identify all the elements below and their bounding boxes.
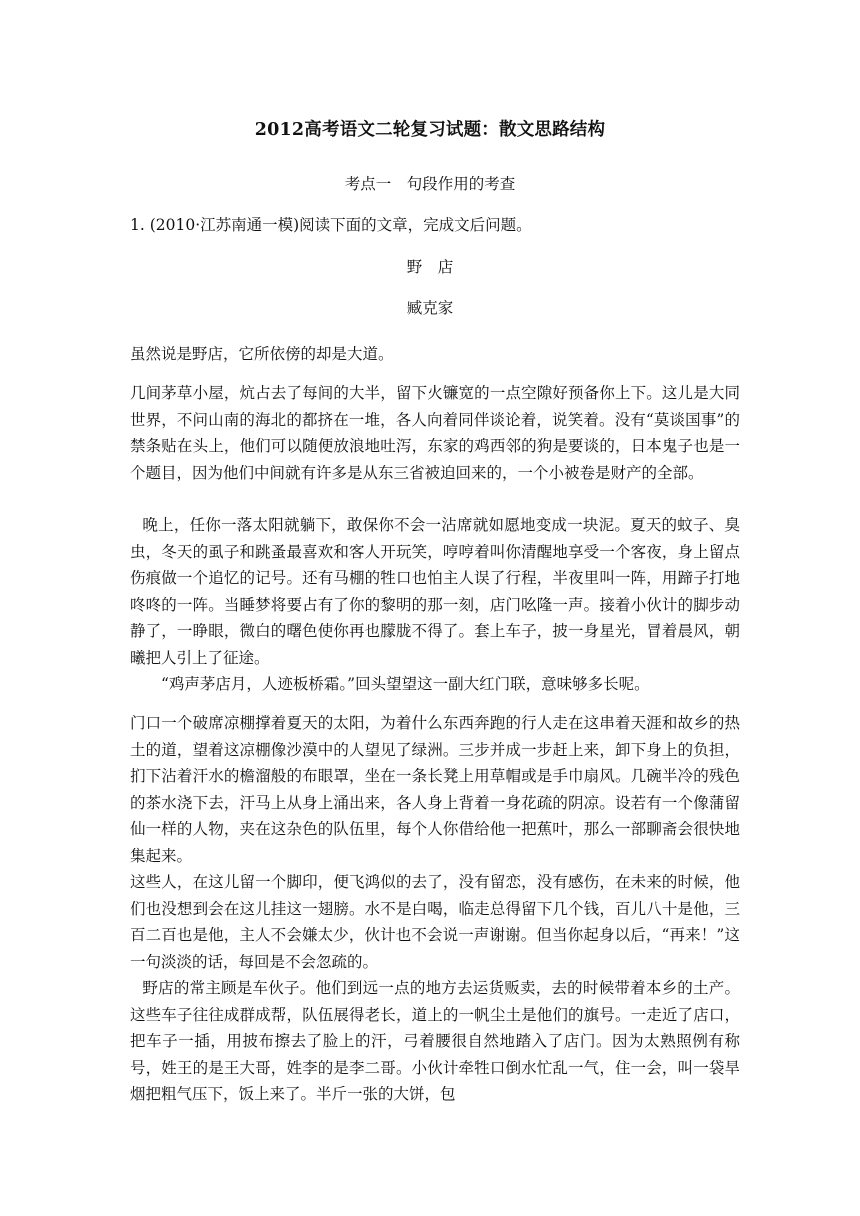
essay-title: 野 店 xyxy=(406,258,454,276)
document-title: 2012高考语文二轮复习试题：散文思路结构 xyxy=(254,120,606,140)
paragraph-5: 门口一个破席凉棚撑着夏天的太阳，为着什么东西奔跑的行人走在这串着天涯和故乡的热土的道，望着这凉棚像沙漠中的人望见了绿洲。三步并成一步赶上来，卸下身上的负担，扪下沾着汗水的檐溜般的布眼罩，坐在一条长凳上用草帽或是手巾扇风。几碗半冷的残色的茶水浇下去，汗马上从身上涌出来，各人身上背着一身花疏的阴凉。设若有一个像蒲留仙一样的人物，夹在这杂色的队伍里，每个人你借给他一把蕉叶，那么一部聊斋会很快地集起来。 xyxy=(130,714,740,865)
section-heading: 考点一 句段作用的考查 xyxy=(344,175,516,193)
paragraph-7: 野店的常主顾是车伙子。他们到远一点的地方去运货贩卖，去的时候带着本乡的土产。这些车子往往成群成帮，队伍展得老长，道上的一帆尘土是他们的旗号。一走近了店口，把车子一插，用披布擦去了脸上的汗，弓着腰很自然地踏入了店门。因为太熟照例有称号，姓王的是王大哥，姓李的是李二哥。小伙计牵牲口倒水忙乱一气，住一会，叫一袋旱烟把粗气压下，饭上来了。半斤一张的大饼，包 xyxy=(130,979,740,1103)
paragraph-3: 晚上，任你一落太阳就躺下，敢保你不会一沾席就如愿地变成一块泥。夏天的蚊子、臭虫，冬天的虱子和跳蚤最喜欢和客人开玩笑，哼哼着叫你清醒地享受一个客夜，身上留点伤痕做一个追忆的记号。还有马棚的牲口也怕主人误了行程，半夜里叫一阵，用蹄子打地咚咚的一阵。当睡梦将要占有了你的黎明的那一刻，店门吆隆一声。接着小伙计的脚步动静了，一睁眼，微白的曙色使你再也朦胧不得了。套上车子，披一身星光，冒着晨风，朝曦把人引上了征途。 xyxy=(130,516,740,667)
paragraph-6: 这些人，在这儿留一个脚印，便飞鸿似的去了，没有留恋，没有感伤，在未来的时候，他们也没想到会在这儿挂这一翅膀。水不是白喝，临走总得留下几个钱，百儿八十是他，三百二百也是他，主人不会嫌太少，伙计也不会说一声谢谢。但当你起身以后，“再来！”这一句淡淡的话，每回是不会忽疏的。 xyxy=(130,873,740,971)
paragraph-1: 虽然说是野店，它所依傍的却是大道。 xyxy=(130,345,394,363)
essay-author: 臧克家 xyxy=(406,299,454,317)
paragraph-4: “鸡声茅店月，人迹板桥霜。”回头望望这一副大红门联，意味够多长呢。 xyxy=(161,675,650,693)
question-intro: 1. (2010·江苏南通一模)阅读下面的文章，完成文后问题。 xyxy=(130,216,532,234)
paragraph-2: 几间茅草小屋，炕占去了每间的大半，留下火镰宽的一点空隙好预备你上下。这儿是大同世界，不问山南的海北的都挤在一堆，各人向着同伴谈论着，说笑着。没有“莫谈国事”的禁条贴在头上，他们可以随便放浪地吐泻，东家的鸡西邻的狗是要谈的，日本鬼子也是一个题目，因为他们中间就有许多是从东三省被迫回来的，一个小被卷是财产的全部。 xyxy=(130,384,740,482)
